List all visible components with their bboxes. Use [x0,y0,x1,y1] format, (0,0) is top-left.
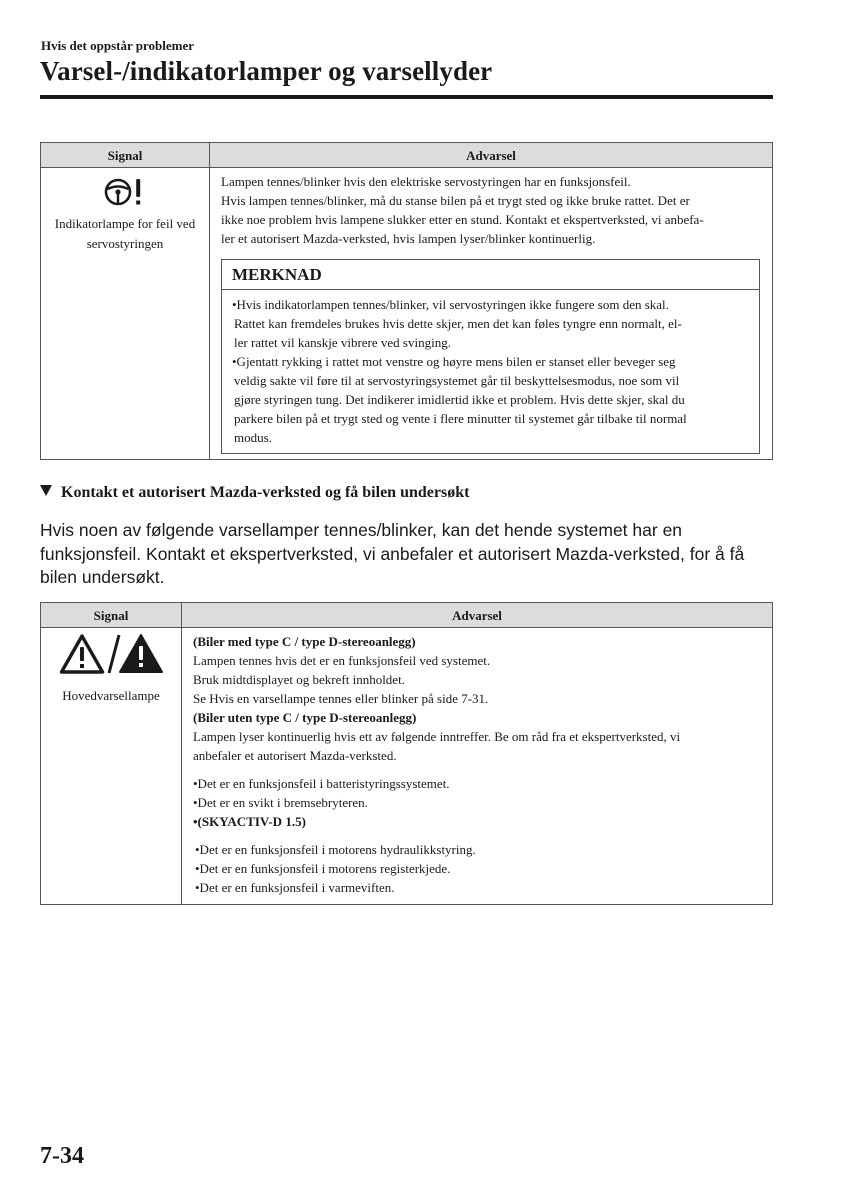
note-line: parkere bilen på et trygt sted og vente i flere minutter til systemet går tilbake til normal [234,411,687,426]
master-warning-table [40,602,773,905]
note-box [221,259,760,454]
note-body [222,290,759,453]
warning-text-line: ikke noe problem hvis lampene slukker etter en stund. Kontakt et ekspertverksted, vi anbefa- [221,212,704,227]
engine-variant-heading: •(SKYACTIV-D 1.5) [193,814,306,829]
table-row [41,168,773,460]
sub-heading-text: Kontakt et autorisert Mazda-verksted og få bilen undersøkt [61,484,470,501]
note-line: Rattet kan fremdeles brukes hvis dette skjer, men det kan føles tyngre enn normalt, el- [234,316,682,331]
bullet-item: •Det er en funksjonsfeil i motorens hydraulikkstyring. [195,842,476,857]
warning-text-line: anbefaler et autorisert Mazda-verksted. [193,748,397,763]
warning-cell [210,168,773,460]
condition-heading: (Biler uten type C / type D-stereoanlegg) [193,710,417,725]
table-row [41,628,773,905]
bullet-item: •Det er en funksjonsfeil i varmeviften. [195,880,395,895]
column-header-warning: Advarsel [182,603,773,628]
warning-text-line: Hvis lampen tennes/blinker, må du stanse bilen på et trygt sted og ikke bruke rattet. Det er [221,193,690,208]
signal-caption: Indikatorlampe for feil ved [54,216,196,231]
warning-text-line: Bruk midtdisplayet og bekreft innholdet. [193,672,405,687]
body-paragraph: Hvis noen av følgende varsellamper tennes/blinker, kan det hende systemet har en funksjonsfeil. Kontakt et ekspertverksted, vi anbefaler et autorisert Mazda-verksted, for å få bilen undersøkt. [40,520,745,587]
power-steering-table [40,142,773,460]
signal-caption: Hovedvarsellampe [62,688,160,703]
signal-caption: servostyringen [86,236,164,251]
note-title: MERKNAD [222,260,759,290]
note-line: ler rattet vil kanskje vibrere ved svinging. [234,335,451,350]
steering-warning-icon [42,175,208,214]
note-line: modus. [234,430,272,445]
section-label: Hvis det oppstår problemer [41,38,194,53]
table-header-row [41,143,773,168]
column-header-signal: Signal [41,603,182,628]
warning-text-line: Lampen tennes/blinker hvis den elektriske servostyringen har en funksjonsfeil. [221,174,631,189]
title-rule [40,95,773,99]
condition-heading: (Biler med type C / type D-stereoanlegg) [193,634,416,649]
bullet-item: •Det er en svikt i bremsebryteren. [193,795,368,810]
sub-heading [40,484,469,502]
warning-text-line: Se Hvis en varsellampe tennes eller blinker på side 7-31. [193,691,489,706]
table-header-row [41,603,773,628]
column-header-warning: Advarsel [210,143,773,168]
warning-text-line: Lampen tennes hvis det er en funksjonsfeil ved systemet. [193,653,491,668]
note-line: •Gjentatt rykking i rattet mot venstre og høyre mens bilen er stanset eller beveger seg [232,354,676,369]
page-title: Varsel-/indikatorlamper og varsellyder [40,56,493,86]
warning-text-line: ler et autorisert Mazda-verksted, hvis lampen lyser/blinker kontinuerlig. [221,231,596,246]
note-line: gjøre styringen tung. Det indikerer imidlertid ikke et problem. Hvis dette skjer, skal du [234,392,685,407]
bullet-item: •Det er en funksjonsfeil i motorens registerkjede. [195,861,451,876]
warning-text-line: Lampen lyser kontinuerlig hvis ett av følgende inntreffer. Be om råd fra et ekspertverksted, vi [193,729,681,744]
master-warning-icon [42,631,180,682]
triangle-down-icon [40,485,52,496]
warning-cell [182,628,773,905]
page-number: 7-34 [40,1143,84,1169]
signal-cell [41,628,182,905]
signal-cell [41,168,210,460]
bullet-item: •Det er en funksjonsfeil i batteristyringssystemet. [193,776,450,791]
column-header-signal: Signal [41,143,210,168]
note-line: •Hvis indikatorlampen tennes/blinker, vil servostyringen ikke fungere som den skal. [232,297,669,312]
note-line: veldig sakte vil føre til at servostyringsystemet går til beskyttelsesmodus, noe som vil [234,373,680,388]
